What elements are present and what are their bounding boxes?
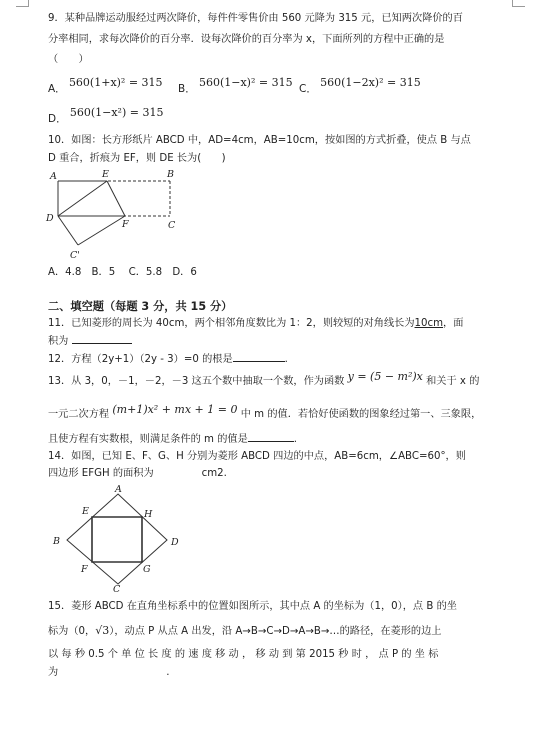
q11-line1: [48, 317, 463, 331]
q10-crease-ed: [58, 181, 107, 216]
q14-unit: cm2.: [201, 468, 227, 479]
q10-label-b: B: [167, 169, 174, 180]
q15-line4-text: 为: [48, 667, 59, 678]
q11-answer: 10cm: [414, 318, 444, 329]
q15-line2-pre: 标为（0，: [48, 626, 96, 637]
q13-tail: .: [293, 434, 298, 445]
q12-text: 12．方程（2y+1）（2y - 3）=0 的根是: [48, 354, 233, 365]
q13-line2-pre: 一元二次方程: [48, 409, 110, 420]
q12-answer-blank[interactable]: [233, 351, 285, 362]
q13-text: 13．从 3，0，－1，－2，－3 这五个数中抽取一个数，作为函数: [48, 376, 345, 387]
section-title: 二、填空题（每题 3 分，共 15 分）: [48, 300, 233, 313]
q10-label-a: A: [50, 171, 57, 182]
q10-line2: D 重合，折痕为 EF，则 DE 长为( ): [48, 153, 226, 164]
q10-fold-figure: [40, 166, 190, 264]
q14-line2-text: 四边形 EFGH 的面积为: [48, 468, 154, 479]
q13-answer-blank[interactable]: [248, 431, 294, 442]
q10-edge-c-prime-f: [78, 216, 125, 245]
q14-label-a: A: [115, 484, 122, 495]
q14-label-b: B: [53, 536, 60, 547]
q15-line2: [48, 624, 441, 639]
q15-line4: [48, 666, 169, 680]
q13-line1: [48, 370, 480, 389]
q15-line3: 以 每 秒 0.5 个 单 位 长 度 的 速 度 移 动 ， 移 动 到 第 2015 秒 时 ， 点 P 的 坐 标: [48, 649, 439, 660]
q9-option-b-label: B．: [178, 83, 196, 95]
q9-option-d-label: D．: [48, 113, 67, 125]
q9-option-d[interactable]: [48, 106, 164, 125]
q14-label-f: F: [81, 564, 88, 575]
q15-line2-post: ），动点 P 从点 A 出发，沿 A→B→C→D→A→B→…的路径，在菱形的边上: [109, 626, 442, 637]
q9-option-a-label: A．: [48, 83, 66, 95]
q14-rhombus-figure: [44, 484, 194, 594]
q10-crease-ef: [107, 181, 125, 216]
q13-equation-expr: (m+1)x² + mx + 1 = 0: [112, 403, 238, 416]
q10-label-c: C: [168, 220, 176, 231]
q9-line3: （ ）: [48, 54, 89, 65]
q9-option-a-expr: 560(1+x)² = 315: [68, 76, 163, 89]
q9-line1: 9．某种品牌运动服经过两次降价，每件件零售价由 560 元降为 315 元，已知两次降价的百: [48, 13, 463, 24]
q9-line2: 分率相同，求每次降价的百分率．设每次降价的百分率为 x，下面所列的方程中正确的是: [48, 34, 445, 45]
q14-label-d: D: [171, 537, 179, 548]
q9-option-d-expr: 560(1−x²) = 315: [69, 106, 164, 119]
q13-text-tail: 和关于 x 的: [426, 376, 480, 387]
q12-tail: .: [284, 354, 288, 365]
q9-option-b[interactable]: [178, 76, 293, 95]
q14-label-g: G: [143, 564, 151, 575]
q10-label-e: E: [102, 169, 109, 180]
q11-line2-text: 积为: [48, 336, 69, 347]
q10-edge-dc-prime: [58, 216, 78, 245]
q12-line: [48, 351, 288, 367]
q10-label-c-prime: C': [70, 250, 80, 261]
q14-line1: 14．如图，已知 E、F、G、H 分别为菱形 ABCD 四边的中点，AB=6cm，∠ABC=60°，则: [48, 451, 466, 462]
q11-text-tail: ，面: [443, 318, 464, 329]
q15-tail: .: [166, 667, 170, 678]
q11-line2: [48, 333, 132, 349]
q14-label-c: C: [113, 584, 121, 594]
q13-line2-post: 中 m 的值．若恰好使函数的图象经过第一、三象限，: [240, 409, 482, 420]
q11-answer-blank[interactable]: [72, 333, 132, 344]
q10-label-f: F: [122, 219, 129, 230]
q13-line3: [48, 431, 297, 447]
q10-label-d: D: [46, 213, 54, 224]
q14-line2: [48, 467, 227, 481]
q13-function-expr: y = (5 − m²)x: [347, 370, 423, 383]
q13-line3-text: 且使方程有实数根，则满足条件的 m 的值是: [48, 434, 248, 445]
q14-rectangle-efgh: [92, 517, 142, 562]
q15-sqrt3: √3: [95, 624, 110, 637]
q9-option-c[interactable]: [299, 76, 421, 95]
q9-option-a[interactable]: [48, 76, 163, 95]
q11-text: 11．已知菱形的周长为 40cm，两个相邻角度数比为 1：2，则较短的对角线长为: [48, 318, 415, 329]
q9-option-b-expr: 560(1−x)² = 315: [198, 76, 293, 89]
q13-line2: [48, 403, 482, 422]
q14-label-h: H: [144, 509, 153, 520]
q9-option-c-label: C．: [299, 83, 317, 95]
q9-option-c-expr: 560(1−2x)² = 315: [320, 76, 421, 89]
q10-line1: 10．如图：长方形纸片 ABCD 中，AD=4cm，AB=10cm，按如图的方式折叠，使点 B 与点: [48, 135, 471, 146]
q15-line1: 15．菱形 ABCD 在直角坐标系中的位置如图所示，其中点 A 的坐标为（1，0），点 B 的坐: [48, 601, 457, 612]
q10-options: A．4.8 B．5 C．5.8 D．6: [48, 267, 197, 278]
q14-label-e: E: [82, 506, 89, 517]
